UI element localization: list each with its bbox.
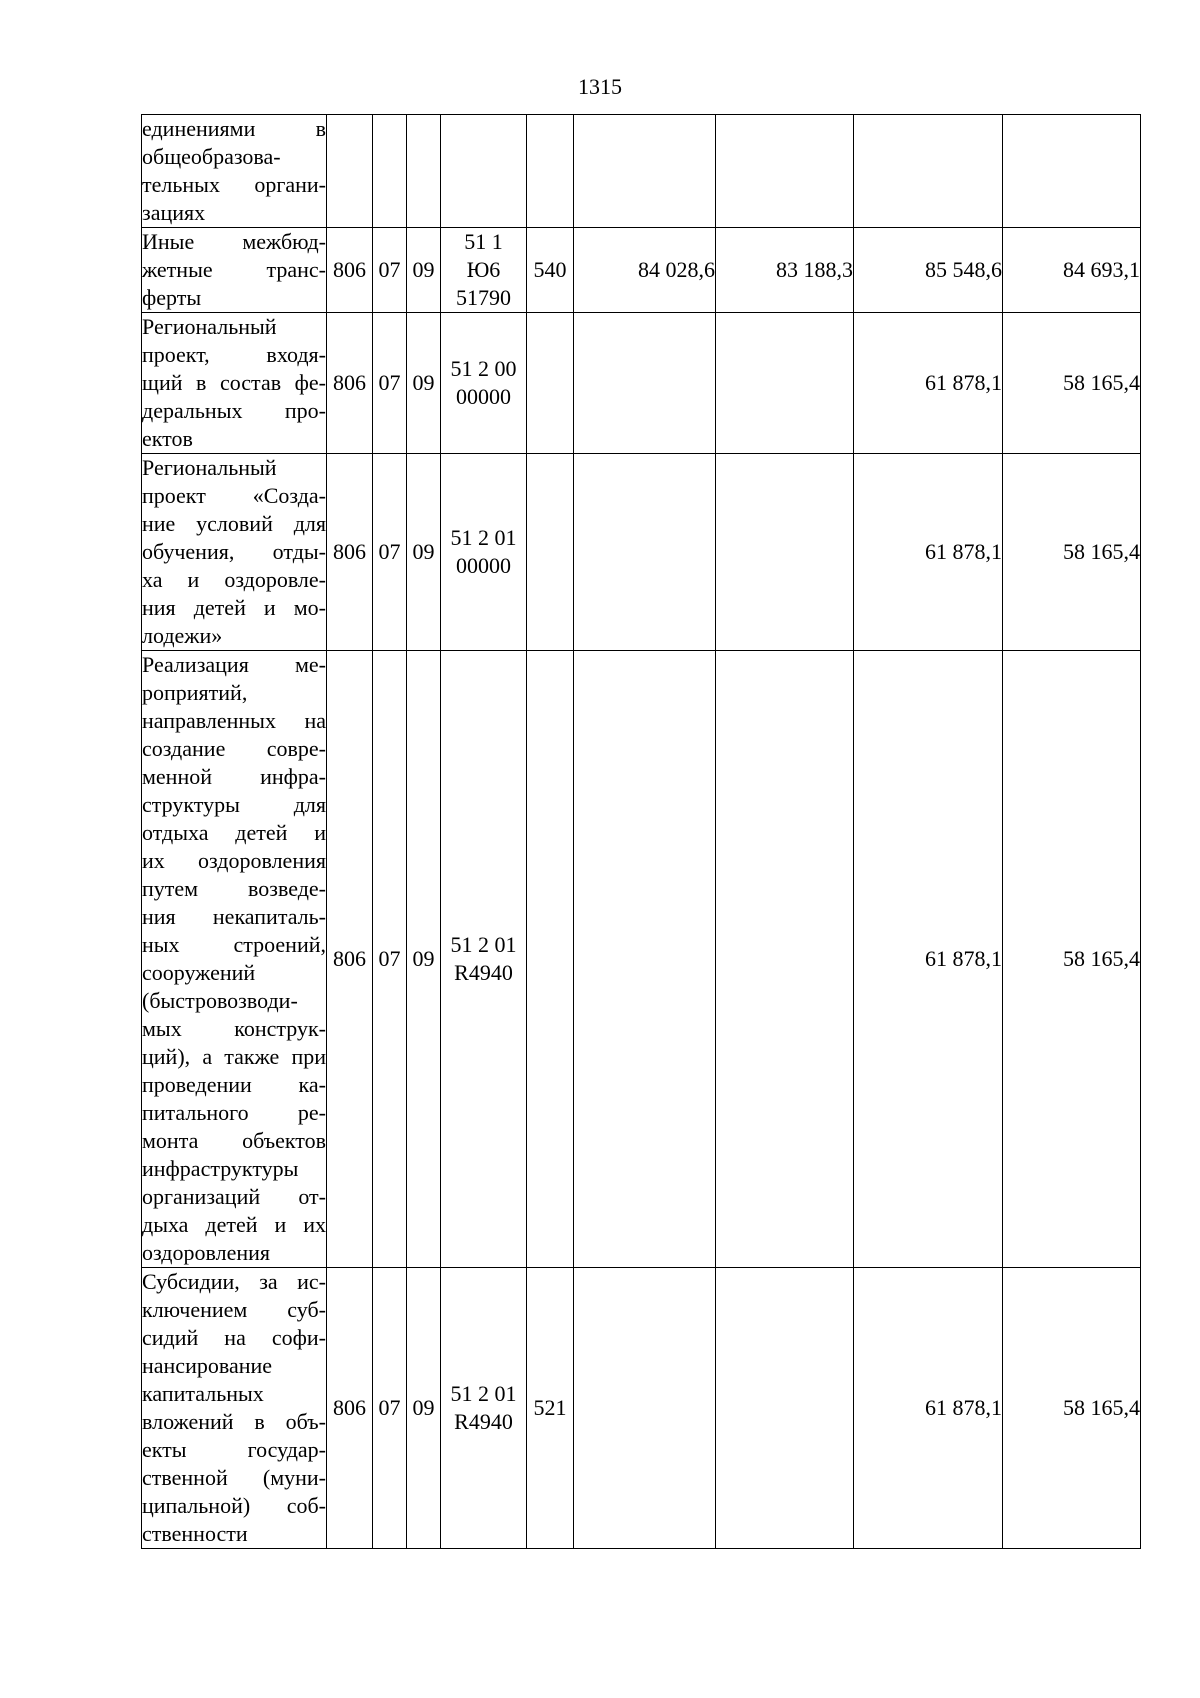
row-name-line: мых конструк- bbox=[142, 1016, 326, 1041]
row-name bbox=[142, 228, 327, 313]
sum-2 bbox=[716, 313, 854, 454]
row-name-line: Региональный bbox=[142, 455, 277, 480]
row-name-line: отдыха детей и bbox=[142, 820, 326, 845]
pr-code bbox=[407, 115, 441, 228]
row-name-line: ственности bbox=[142, 1521, 248, 1546]
row-name-line: ных строений, bbox=[142, 932, 326, 957]
csr-code bbox=[441, 454, 527, 651]
row-name-line: обучения, отды- bbox=[142, 539, 326, 564]
sum-4: 58 165,4 bbox=[1003, 651, 1141, 1268]
row-name-line: екты государ- bbox=[142, 1437, 326, 1462]
row-name-line: жетные транс- bbox=[142, 257, 326, 282]
row-name-line: единениями в bbox=[142, 116, 326, 141]
gr-code: 806 bbox=[327, 313, 373, 454]
row-name bbox=[142, 313, 327, 454]
row-name-line: лодежи» bbox=[142, 623, 223, 648]
row-name bbox=[142, 115, 327, 228]
row-name-line: общеобразова- bbox=[142, 144, 281, 169]
row-name-line: ферты bbox=[142, 285, 202, 310]
row-name-line: ций), а также при bbox=[142, 1044, 326, 1069]
row-name-line: тельных органи- bbox=[142, 172, 326, 197]
row-name-line: Субсидии, за ис- bbox=[142, 1269, 326, 1294]
rz-code: 07 bbox=[373, 454, 407, 651]
sum-3: 61 878,1 bbox=[854, 454, 1003, 651]
rz-code bbox=[373, 115, 407, 228]
row-name-line: создание совре- bbox=[142, 736, 326, 761]
table-row bbox=[142, 454, 1141, 651]
page-number: 1315 bbox=[578, 74, 622, 99]
row-name-line: монта объектов bbox=[142, 1128, 326, 1153]
rz-code: 07 bbox=[373, 228, 407, 313]
csr-code-line: 51 2 01 bbox=[450, 932, 517, 957]
row-name-line: оздоровления bbox=[142, 1240, 270, 1265]
row-name-line: щий в состав фе- bbox=[142, 370, 326, 395]
vr-code bbox=[527, 115, 574, 228]
row-name-line: ектов bbox=[142, 426, 193, 451]
pr-code: 09 bbox=[407, 1268, 441, 1549]
rz-code: 07 bbox=[373, 1268, 407, 1549]
rz-code: 07 bbox=[373, 651, 407, 1268]
vr-code: 521 bbox=[527, 1268, 574, 1549]
pr-code: 09 bbox=[407, 313, 441, 454]
csr-code bbox=[441, 1268, 527, 1549]
row-name-line: ха и оздоровле- bbox=[142, 567, 326, 592]
sum-1 bbox=[574, 313, 716, 454]
row-name-line: вложений в объ- bbox=[142, 1409, 326, 1434]
sum-2 bbox=[716, 1268, 854, 1549]
sum-2 bbox=[716, 454, 854, 651]
csr-code bbox=[441, 313, 527, 454]
vr-code bbox=[527, 313, 574, 454]
row-name-line: питального ре- bbox=[142, 1100, 326, 1125]
row-name-line: сидий на софи- bbox=[142, 1325, 326, 1350]
row-name-line: менной инфра- bbox=[142, 764, 326, 789]
table-row bbox=[142, 651, 1141, 1268]
csr-code bbox=[441, 651, 527, 1268]
sum-1 bbox=[574, 1268, 716, 1549]
row-name-line: деральных про- bbox=[142, 398, 326, 423]
vr-code bbox=[527, 454, 574, 651]
row-name-line: ственной (муни- bbox=[142, 1465, 326, 1490]
row-name-line: проект, входя- bbox=[142, 342, 326, 367]
sum-4: 58 165,4 bbox=[1003, 1268, 1141, 1549]
sum-2 bbox=[716, 115, 854, 228]
pr-code: 09 bbox=[407, 454, 441, 651]
sum-1 bbox=[574, 115, 716, 228]
gr-code: 806 bbox=[327, 651, 373, 1268]
sum-1 bbox=[574, 651, 716, 1268]
row-name-line: Региональный bbox=[142, 314, 277, 339]
row-name bbox=[142, 1268, 327, 1549]
sum-1 bbox=[574, 454, 716, 651]
csr-code-line: 00000 bbox=[456, 384, 511, 409]
csr-code-line: 51 2 01 bbox=[450, 1381, 517, 1406]
pr-code: 09 bbox=[407, 651, 441, 1268]
row-name-line: их оздоровления bbox=[142, 848, 326, 873]
csr-code-line: 51 2 00 bbox=[450, 356, 517, 381]
row-name-line: роприятий, bbox=[142, 680, 248, 705]
sum-4: 84 693,1 bbox=[1003, 228, 1141, 313]
gr-code bbox=[327, 115, 373, 228]
row-name-line: ния некапиталь- bbox=[142, 904, 326, 929]
row-name-line: инфраструктуры bbox=[142, 1156, 299, 1181]
sum-4 bbox=[1003, 115, 1141, 228]
row-name-line: нансирование bbox=[142, 1353, 273, 1378]
csr-code-line: 51 1 bbox=[464, 229, 503, 254]
csr-code-line: 00000 bbox=[456, 553, 511, 578]
row-name-line: ния детей и мо- bbox=[142, 595, 326, 620]
csr-code-line: 51 2 01 bbox=[450, 525, 517, 550]
row-name-line: ние условий для bbox=[142, 511, 326, 536]
sum-4: 58 165,4 bbox=[1003, 313, 1141, 454]
row-name-line: путем возведе- bbox=[142, 876, 326, 901]
row-name bbox=[142, 454, 327, 651]
row-name-line: дыха детей и их bbox=[142, 1212, 326, 1237]
row-name-line: проект «Созда- bbox=[142, 483, 326, 508]
gr-code: 806 bbox=[327, 454, 373, 651]
sum-2: 83 188,3 bbox=[716, 228, 854, 313]
pr-code: 09 bbox=[407, 228, 441, 313]
row-name-line: направленных на bbox=[142, 708, 326, 733]
row-name bbox=[142, 651, 327, 1268]
csr-code bbox=[441, 228, 527, 313]
gr-code: 806 bbox=[327, 228, 373, 313]
sum-3: 61 878,1 bbox=[854, 1268, 1003, 1549]
row-name-line: проведении ка- bbox=[142, 1072, 326, 1097]
csr-code-line: Ю6 bbox=[466, 257, 501, 282]
sum-3 bbox=[854, 115, 1003, 228]
row-name-line: ципальной) соб- bbox=[142, 1493, 326, 1518]
row-name-line: структуры для bbox=[142, 792, 326, 817]
sum-3: 85 548,6 bbox=[854, 228, 1003, 313]
csr-code-line: R4940 bbox=[454, 1409, 513, 1434]
table-row bbox=[142, 228, 1141, 313]
row-name-line: (быстровозводи- bbox=[142, 988, 298, 1013]
csr-code-line: R4940 bbox=[454, 960, 513, 985]
sum-2 bbox=[716, 651, 854, 1268]
row-name-line: Реализация ме- bbox=[142, 652, 326, 677]
table-row bbox=[142, 313, 1141, 454]
row-name-line: ключением суб- bbox=[142, 1297, 326, 1322]
row-name-line: сооружений bbox=[142, 960, 256, 985]
sum-4: 58 165,4 bbox=[1003, 454, 1141, 651]
sum-3: 61 878,1 bbox=[854, 313, 1003, 454]
table-row bbox=[142, 1268, 1141, 1549]
table-row bbox=[142, 115, 1141, 228]
row-name-line: капитальных bbox=[142, 1381, 264, 1406]
csr-code-line: 51790 bbox=[456, 285, 511, 310]
sum-3: 61 878,1 bbox=[854, 651, 1003, 1268]
rz-code: 07 bbox=[373, 313, 407, 454]
vr-code: 540 bbox=[527, 228, 574, 313]
csr-code bbox=[441, 115, 527, 228]
row-name-line: организаций от- bbox=[142, 1184, 326, 1209]
row-name-line: Иные межбюд- bbox=[142, 229, 326, 254]
sum-1: 84 028,6 bbox=[574, 228, 716, 313]
budget-table bbox=[141, 114, 1141, 1549]
vr-code bbox=[527, 651, 574, 1268]
row-name-line: зациях bbox=[142, 200, 206, 225]
gr-code: 806 bbox=[327, 1268, 373, 1549]
